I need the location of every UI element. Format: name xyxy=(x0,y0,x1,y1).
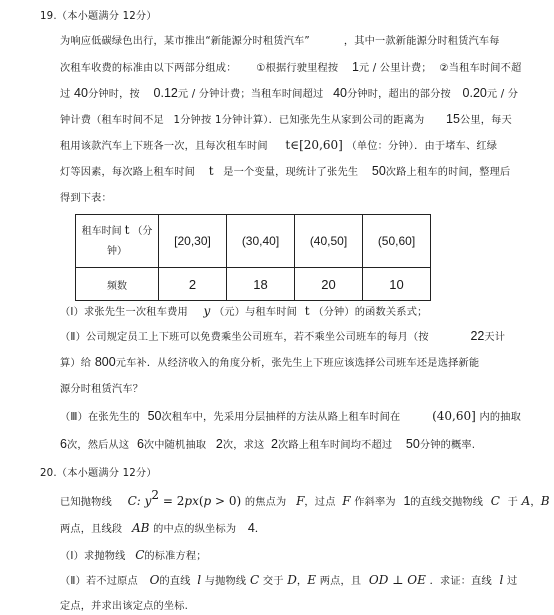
q19-subquestion-3-line-1: （Ⅲ）在张先生的 50次租车中，先采用分层抽样的方法从路上租车时间在 (40,60] 内的抽取 xyxy=(60,409,522,423)
frequency-label-cell: 频数 xyxy=(76,268,159,301)
interval-cell: (40,50] xyxy=(295,215,363,268)
table-row xyxy=(76,268,431,301)
table-row xyxy=(76,215,431,268)
q20-header: 20.（本小题满分 12分） xyxy=(40,468,157,479)
q20-subquestion-1: （Ⅰ）求抛物线 C的标准方程； xyxy=(60,548,207,562)
q19-subquestion-3-line-2: 6次，然后从这 6次中随机抽取 2次，求这 2次路上租车时间均不超过 50分钟的概率. xyxy=(60,437,476,451)
q19-subquestion-2-line-1: （Ⅱ）公司规定员工上下班可以免费乘坐公司班车，若不乘坐公司班车的每月（按 22天计 xyxy=(60,329,506,343)
q19-paragraph-line-3: 过 40分钟时，按 0.12元 / 分钟计费；当租车时间超过 40分钟时，超出的部分按 0.20元 / 分 xyxy=(60,86,519,100)
q20-paragraph-line-2: 两点，且线段 AB 的中点的纵坐标为 4． xyxy=(60,521,266,535)
interval-cell: (30,40] xyxy=(227,215,295,268)
interval-cell: [20,30] xyxy=(159,215,227,268)
q19-header: 19.（本小题满分 12分） xyxy=(40,11,157,22)
q19-paragraph-line-7: 得到下表： xyxy=(60,193,112,204)
frequency-cell: 10 xyxy=(363,268,431,301)
q19-paragraph-line-1: 为响应低碳绿色出行，某市推出“新能源分时租赁汽车” ，其中一款新能源分时租赁汽车每 xyxy=(60,36,500,47)
q19-subquestion-2-line-2: 算）给 800元车补．从经济收入的角度分析，张先生上下班应该选择公司班车还是选择新能 xyxy=(60,355,480,369)
q20-subquestion-2-line-2: 定点，并求出该定点的坐标. xyxy=(60,601,189,612)
q20-subquestion-2-line-1: （Ⅱ）若不过原点 O的直线 l 与抛物线 C 交于 D，E 两点，且 OD ⊥ OE ．求证：直线 l 过 xyxy=(60,573,518,587)
table-header-cell: 租车时间 t （分 钟） xyxy=(76,215,159,268)
interval-cell: (50,60] xyxy=(363,215,431,268)
q19-paragraph-line-2: 次租车收费的标准由以下两部分组成： ①根据行驶里程按 1元 / 公里计费； ②当租车时间不超 xyxy=(60,60,522,74)
frequency-cell: 20 xyxy=(295,268,363,301)
q19-subquestion-2-line-3: 源分时租赁汽车？ xyxy=(60,384,144,395)
frequency-cell: 18 xyxy=(227,268,295,301)
q20-paragraph-line-1: 已知抛物线 C: $y^2 = 2px(p > 0)$ 的焦点为 F，过点 F 作斜率为 1的直线交抛物线 C 于 A，B xyxy=(60,488,550,508)
q19-paragraph-line-5: 租用该款汽车上下班各一次，且每次租车时间 t∈[20,60] （单位：分钟）．由于堵车、红绿 xyxy=(60,138,498,152)
frequency-cell: 2 xyxy=(159,268,227,301)
q19-paragraph-line-6: 灯等因素，每次路上租车时间 t 是一个变量，现统计了张先生 50次路上租车的时间，整理后 xyxy=(60,164,511,178)
rental-time-frequency-table xyxy=(75,214,431,301)
q19-subquestion-1: （Ⅰ）求张先生一次租车费用 y （元）与租车时间 t （分钟）的函数关系式； xyxy=(60,304,428,318)
q19-paragraph-line-4: 钟计费（租车时间不足 1分钟按 1分钟计算）．已知张先生从家到公司的距离为 15公里，每天 xyxy=(60,112,512,126)
